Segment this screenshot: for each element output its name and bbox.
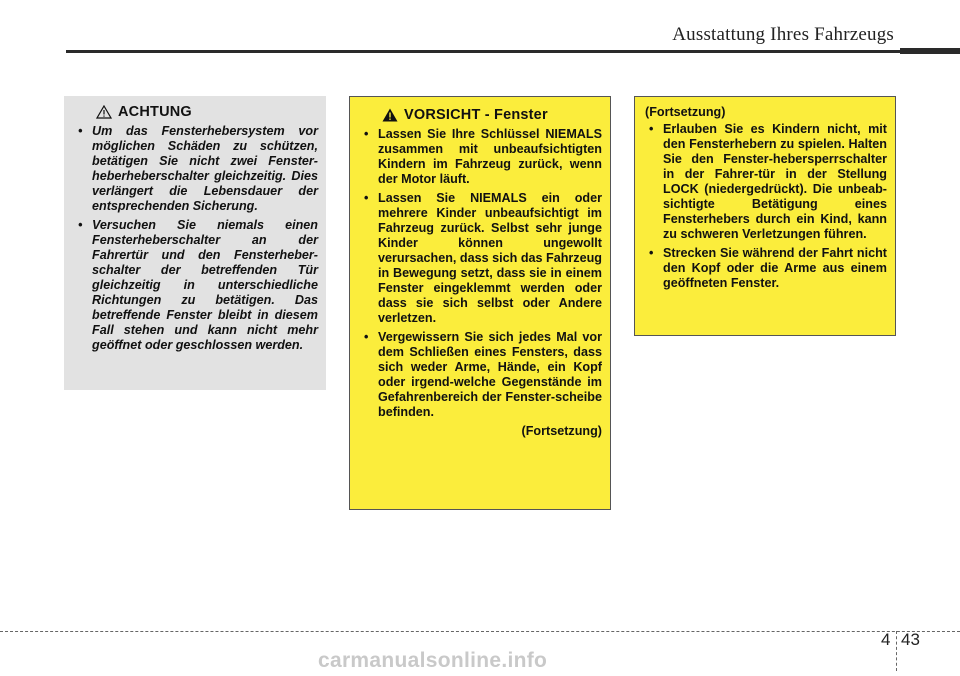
- page-header-title: Ausstattung Ihres Fahrzeugs: [672, 24, 894, 45]
- achtung-box: [64, 96, 326, 390]
- bullet: •: [364, 127, 369, 141]
- footer-rule: [0, 631, 960, 632]
- list-item: [645, 122, 887, 242]
- bullet: •: [364, 330, 369, 344]
- achtung-item-text: Versuchen Sie niemals einen Fensterheberschalter an der Fahrertür und den Fensterheber-schalter der betreffenden Tür gleichzeitig in unterschiedliche Richtungen zu betätigen. Das betreffende Fenster bleibt in diesem Fall stehen und kann nicht mehr geöffnet oder geschlossen werden.: [92, 218, 318, 352]
- vorsicht-item-text: Lassen Sie NIEMALS ein oder mehrere Kinder unbeaufsichtigt im Fahrzeug zurück. Selbst sehr junge Kinder können ungewollt verursachen, dass sich das Fahrzeug in Bewegung setzt, dass sie in einem Fenster eingeklemmt werden oder dass sie sich selbst oder Andere verletzen.: [378, 191, 602, 325]
- bullet: •: [78, 124, 83, 138]
- continued-label: (Fortsetzung): [521, 424, 602, 438]
- fortsetzung-box: [634, 96, 896, 336]
- warning-filled-icon: [382, 108, 398, 122]
- list-item: [360, 191, 602, 326]
- bullet: •: [649, 246, 654, 260]
- list-item: [74, 218, 318, 353]
- chapter-number: 4: [881, 630, 891, 649]
- list-item: [645, 246, 887, 291]
- fortsetzung-item-text: Erlauben Sie es Kindern nicht, mit den Fensterhebern zu spielen. Halten Sie den Fenster-hebersperrschalter in der Fahrer-tür in der Stellung LOCK (niedergedrückt). Die unbeab-sichtigte Betätigung eines Fensterhebers durch ein Kind, kann zu schweren Verletzungen führen.: [663, 122, 887, 241]
- vorsicht-heading: [382, 107, 602, 123]
- vorsicht-item-text: Lassen Sie Ihre Schlüssel NIEMALS zusammen mit unbeaufsichtigten Kindern im Fahrzeug zurück, wenn der Motor läuft.: [378, 127, 602, 186]
- header-rule: [66, 50, 960, 53]
- list-item: [360, 127, 602, 187]
- header-rule-accent: [900, 48, 960, 54]
- caution-outline-icon: [96, 105, 112, 119]
- fortsetzung-item-text: Strecken Sie während der Fahrt nicht den Kopf oder die Arme aus einem geöffneten Fenster.: [663, 246, 887, 290]
- bullet: •: [364, 191, 369, 205]
- bullet: •: [78, 218, 83, 232]
- vorsicht-title: VORSICHT - Fenster: [404, 107, 548, 123]
- footer-divider: [896, 631, 897, 671]
- list-item: [360, 330, 602, 420]
- achtung-list: [74, 124, 318, 353]
- achtung-item-text: Um das Fensterhebersystem vor möglichen Schäden zu schützen, betätigen Sie nicht zwei Fenster-heberheberschalter gleichzeitig. Dies verlängert die Lebensdauer der entsprechenden Sicherung.: [92, 124, 318, 213]
- vorsicht-item-text: Vergewissern Sie sich jedes Mal vor dem Schließen eines Fensters, dass sich weder Arme, Hände, ein Kopf oder irgend-welche Gegenstände im Gefahrenbereich der Fenster-scheibe befinden.: [378, 330, 602, 419]
- vorsicht-box: [349, 96, 611, 510]
- achtung-title: ACHTUNG: [118, 104, 192, 120]
- page-number: 43: [901, 630, 920, 649]
- continuation-label: (Fortsetzung): [645, 105, 726, 119]
- list-item: [74, 124, 318, 214]
- achtung-heading: [96, 104, 318, 120]
- fortsetzung-list: [645, 122, 887, 291]
- vorsicht-list: [360, 127, 602, 420]
- bullet: •: [649, 122, 654, 136]
- watermark-bottom: carmanualsonline.info: [318, 649, 548, 672]
